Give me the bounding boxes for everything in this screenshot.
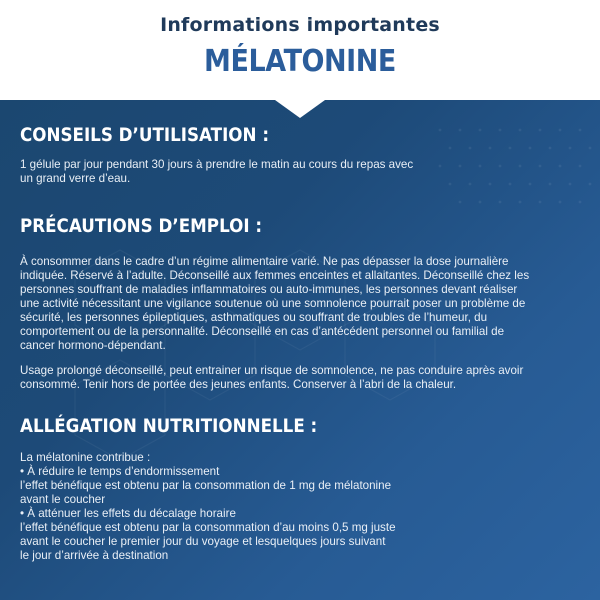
text-line: l’effet bénéfique est obtenu par la consommation de 1 mg de mélatonine <box>20 479 392 492</box>
text-line: l’effet bénéfique est obtenu par la consommation d’au moins 0,5 mg juste <box>20 521 396 534</box>
text-line: sécurité, les personnes épileptiques, asthmatiques ou souffrant de troubles de l’humeur, du <box>20 311 488 324</box>
section-title-precautions: PRÉCAUTIONS D’EMPLOI : <box>20 215 263 237</box>
bullet-item: • À atténuer les effets du décalage horaire <box>20 507 236 520</box>
text-line: À consommer dans le cadre d’un régime alimentaire varié. Ne pas dépasser la dose journalière <box>20 255 509 268</box>
header-title: MÉLATONINE <box>204 44 396 79</box>
text-line: avant le coucher le premier jour du voyage et lesquelques jours suivant <box>20 535 386 548</box>
text-line: consommé. Tenir hors de portée des jeunes enfants. Conserver à l’abri de la chaleur. <box>20 378 457 391</box>
allegation-paragraph <box>20 451 582 563</box>
text-line: le jour d’arrivée à destination <box>20 549 169 562</box>
text-line: La mélatonine contribue : <box>20 451 151 464</box>
bullet-item: • À réduire le temps d’endormissement <box>20 465 220 478</box>
section-title-conseils: CONSEILS D’UTILISATION : <box>20 124 270 146</box>
text-line: indiquée. Réservé à l’adulte. Déconseillé aux femmes enceintes et allaitantes. Déconseillé chez les <box>20 269 530 282</box>
header-subtitle: Informations importantes <box>160 14 440 36</box>
text-line: Usage prolongé déconseillé, peut entrainer un risque de somnolence, ne pas conduire après avoir <box>20 364 524 377</box>
text-line: avant le coucher <box>20 493 106 506</box>
usage-paragraph <box>20 364 582 392</box>
text-line: un grand verre d’eau. <box>20 172 131 185</box>
page-header <box>0 0 600 100</box>
text-line: personnes souffrant de maladies inflammatoires ou auto-immunes, les personnes devant réaliser <box>20 283 518 296</box>
text-line: cancer hormono-dépendant. <box>20 339 166 352</box>
section-title-allegation: ALLÉGATION NUTRITIONNELLE : <box>20 415 318 437</box>
text-line: une activité nécessitant une vigilance soutenue où une somnolence pourrait poser un problème de <box>20 297 526 310</box>
precautions-paragraph <box>20 255 582 353</box>
text-line: comportement ou de la personnalité. Déconseillé en cas d’antécédent personnel ou familial de <box>20 325 505 338</box>
text-line: 1 gélule par jour pendant 30 jours à prendre le matin au cours du repas avec <box>20 158 414 171</box>
header-notch <box>275 100 325 118</box>
conseils-paragraph <box>20 158 582 186</box>
